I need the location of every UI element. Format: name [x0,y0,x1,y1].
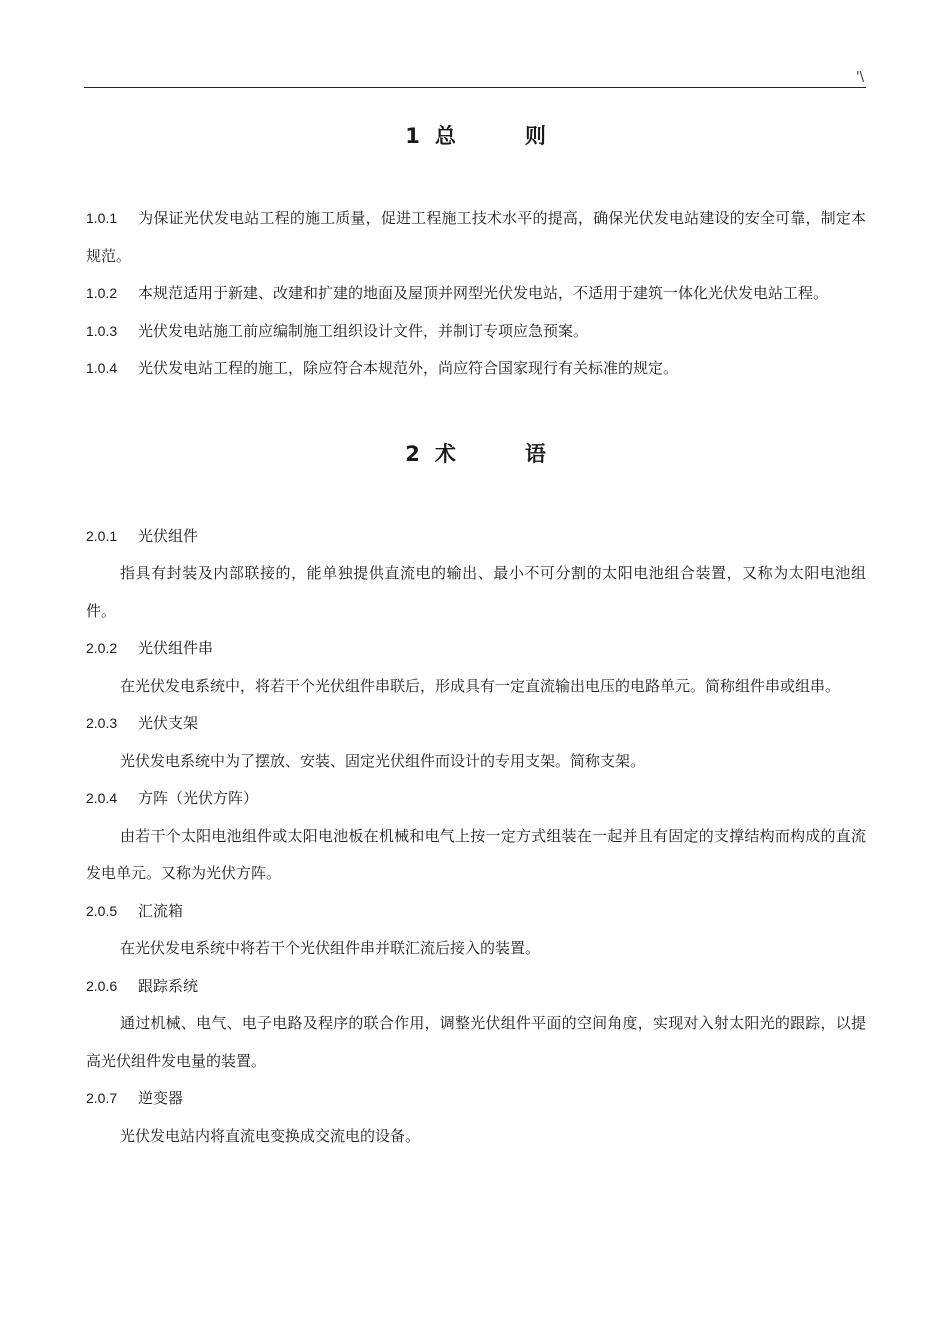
chapter-2-word-2: 语 [524,441,547,466]
term-name: 光伏组件串 [138,639,214,657]
term-2-0-7-definition: 光伏发电站内将直流电变换成交流电的设备。 [120,1126,421,1145]
term-2-0-6-definition: 通过机械、电气、电子电路及程序的联合作用，调整光伏组件平面的空间角度，实现对入射太阳光的跟踪，以提高光伏组件发电量的装置。 [86,1014,866,1070]
clause-text: 本规范适用于新建、改建和扩建的地面及屋顶并网型光伏发电站，不适用于建筑一体化光伏发电站工程。 [138,284,829,302]
clause-code: 1.0.1 [86,210,118,226]
clause-code: 1.0.2 [86,285,118,301]
clause-code: 1.0.3 [86,322,118,339]
clause-1-0-3 [86,313,866,351]
clause-text: 光伏发电站工程的施工，除应符合本规范外，尚应符合国家现行有关标准的规定。 [138,359,679,377]
chapter-1-word-1: 总 [434,124,457,148]
clause-text: 光伏发电站施工前应编制施工组织设计文件，并制订专项应急预案。 [138,321,589,340]
header-mark: '\ [856,70,864,85]
term-2-0-2-heading [86,630,866,668]
term-name: 逆变器 [138,1089,184,1107]
header-rule [84,87,866,88]
chapter-1-number: 1 [405,124,421,148]
term-code: 2.0.4 [86,790,118,806]
term-code: 2.0.3 [86,715,118,731]
clause-1-0-4 [86,350,866,388]
term-2-0-3-definition: 光伏发电系统中为了摆放、安装、固定光伏组件而设计的专用支架。简称支架。 [120,751,646,770]
chapter-2-terms [86,518,866,1156]
term-2-0-5-definition: 在光伏发电系统中将若干个光伏组件串并联汇流后接入的装置。 [120,939,541,957]
term-name: 光伏支架 [138,714,199,732]
term-code: 2.0.6 [86,977,118,994]
term-name: 汇流箱 [138,901,184,920]
term-2-0-4-heading [86,780,866,818]
chapter-1-clauses [86,200,866,388]
term-code: 2.0.1 [86,527,118,544]
term-2-0-5-heading [86,893,866,931]
term-name: 方阵（光伏方阵） [138,789,259,807]
chapter-2-word-1: 术 [434,441,457,466]
term-code: 2.0.2 [86,640,118,656]
term-name: 跟踪系统 [138,976,199,995]
chapter-2-title [86,436,866,472]
term-2-0-3-heading [86,705,866,743]
chapter-2-number: 2 [405,441,421,466]
term-code: 2.0.5 [86,902,118,919]
document-body [86,100,866,1155]
term-2-0-6-heading [86,968,866,1006]
term-2-0-1-definition: 指具有封装及内部联接的，能单独提供直流电的输出、最小不可分割的太阳电池组合装置，又称为太阳电池组件。 [86,564,866,620]
clause-text: 为保证光伏发电站工程的施工质量，促进工程施工技术水平的提高，确保光伏发电站建设的安全可靠，制定本规范。 [86,209,866,265]
term-2-0-2-definition: 在光伏发电系统中，将若干个光伏组件串联后，形成具有一定直流输出电压的电路单元。简称组件串或组串。 [120,676,841,695]
chapter-1-title [86,118,866,154]
chapter-1-word-2: 则 [524,124,547,148]
term-2-0-7-heading [86,1080,866,1118]
clause-1-0-2 [86,275,866,313]
term-code: 2.0.7 [86,1090,118,1106]
term-name: 光伏组件 [138,526,199,545]
clause-1-0-1 [86,200,866,275]
term-2-0-1-heading [86,518,866,556]
term-2-0-4-definition: 由若干个太阳电池组件或太阳电池板在机械和电气上按一定方式组装在一起并且有固定的支撑结构而构成的直流发电单元。又称为光伏方阵。 [86,826,866,882]
clause-code: 1.0.4 [86,360,118,376]
